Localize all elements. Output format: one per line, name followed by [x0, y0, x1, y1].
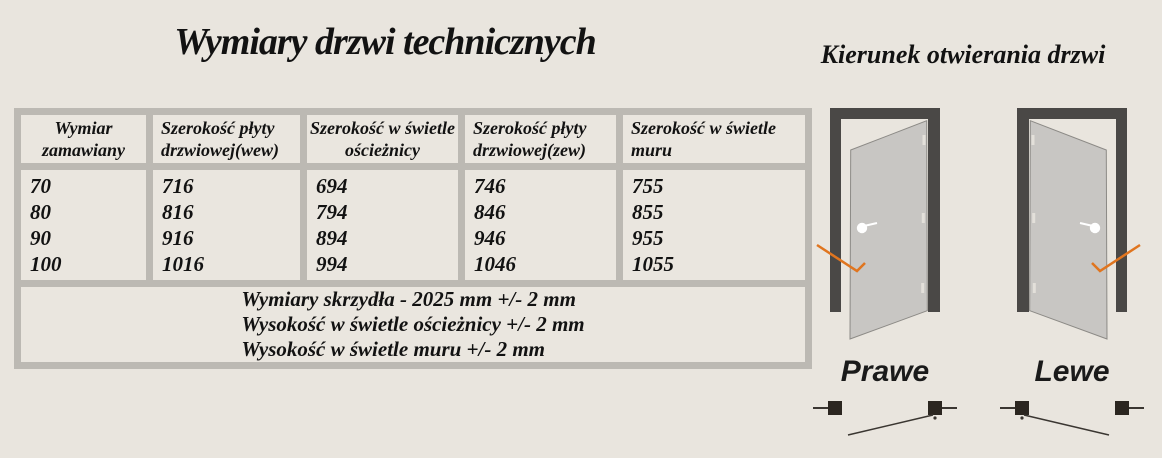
- footer-row: [18, 284, 809, 366]
- cell-wymiar-values: [18, 167, 150, 284]
- data-row: [18, 167, 809, 284]
- line: 794: [316, 200, 348, 224]
- column-header-wymiar: Wymiar zamawiany: [18, 112, 150, 167]
- page-title: Wymiary drzwi technicznych: [174, 21, 596, 63]
- column-header-oscieznica: Szerokość w świetle ościeżnicy: [304, 112, 462, 167]
- column-header-plyta-zew: Szerokość płyty drzwiowej(zew): [462, 112, 620, 167]
- cell-plyta-zew-values: [462, 167, 620, 284]
- line: Wysokość w świetle muru +/- 2 mm: [241, 337, 546, 361]
- table-footer: [18, 284, 809, 366]
- line: 955: [632, 226, 664, 250]
- line: 100: [30, 252, 62, 276]
- tolerance-notes: [241, 287, 584, 362]
- line: 70: [30, 174, 51, 198]
- cell-plyta-wew-values: [150, 167, 304, 284]
- line: Wymiary skrzydła - 2025 mm +/- 2 mm: [241, 287, 576, 311]
- line: 90: [30, 226, 51, 250]
- door-left-label: Lewe: [1034, 355, 1110, 388]
- door-right-drawing: [805, 105, 965, 340]
- line: 1055: [632, 252, 674, 276]
- opening-direction-title: Kierunek otwierania drzwi: [820, 40, 1106, 69]
- line: 855: [632, 200, 664, 224]
- line: 846: [474, 200, 506, 224]
- line: 1016: [162, 252, 204, 276]
- line: 946: [474, 226, 506, 250]
- line: 80: [30, 200, 51, 224]
- line: 816: [162, 200, 194, 224]
- cell-oscieznica-values: [304, 167, 462, 284]
- header-row: [18, 112, 809, 167]
- dimensions-table: [14, 108, 812, 369]
- door-right-figure: [805, 105, 965, 443]
- line: 755: [632, 174, 664, 198]
- door-right-swing-schematic: [805, 398, 965, 443]
- line: 746: [474, 174, 506, 198]
- line: 894: [316, 226, 348, 250]
- line: 716: [162, 174, 194, 198]
- cell-mur-values: [620, 167, 809, 284]
- door-left-figure: [992, 105, 1152, 443]
- door-left-drawing: [992, 105, 1152, 340]
- line: 694: [316, 174, 348, 198]
- line: 994: [316, 252, 348, 276]
- line: Wysokość w świetle ościeżnicy +/- 2 mm: [241, 312, 585, 336]
- column-header-plyta-wew: Szerokość płyty drzwiowej(wew): [150, 112, 304, 167]
- line: 916: [162, 226, 194, 250]
- door-left-swing-schematic: [992, 398, 1152, 443]
- door-right-label: Prawe: [840, 355, 930, 388]
- column-header-mur: Szerokość w świetle muru: [620, 112, 809, 167]
- line: 1046: [474, 252, 516, 276]
